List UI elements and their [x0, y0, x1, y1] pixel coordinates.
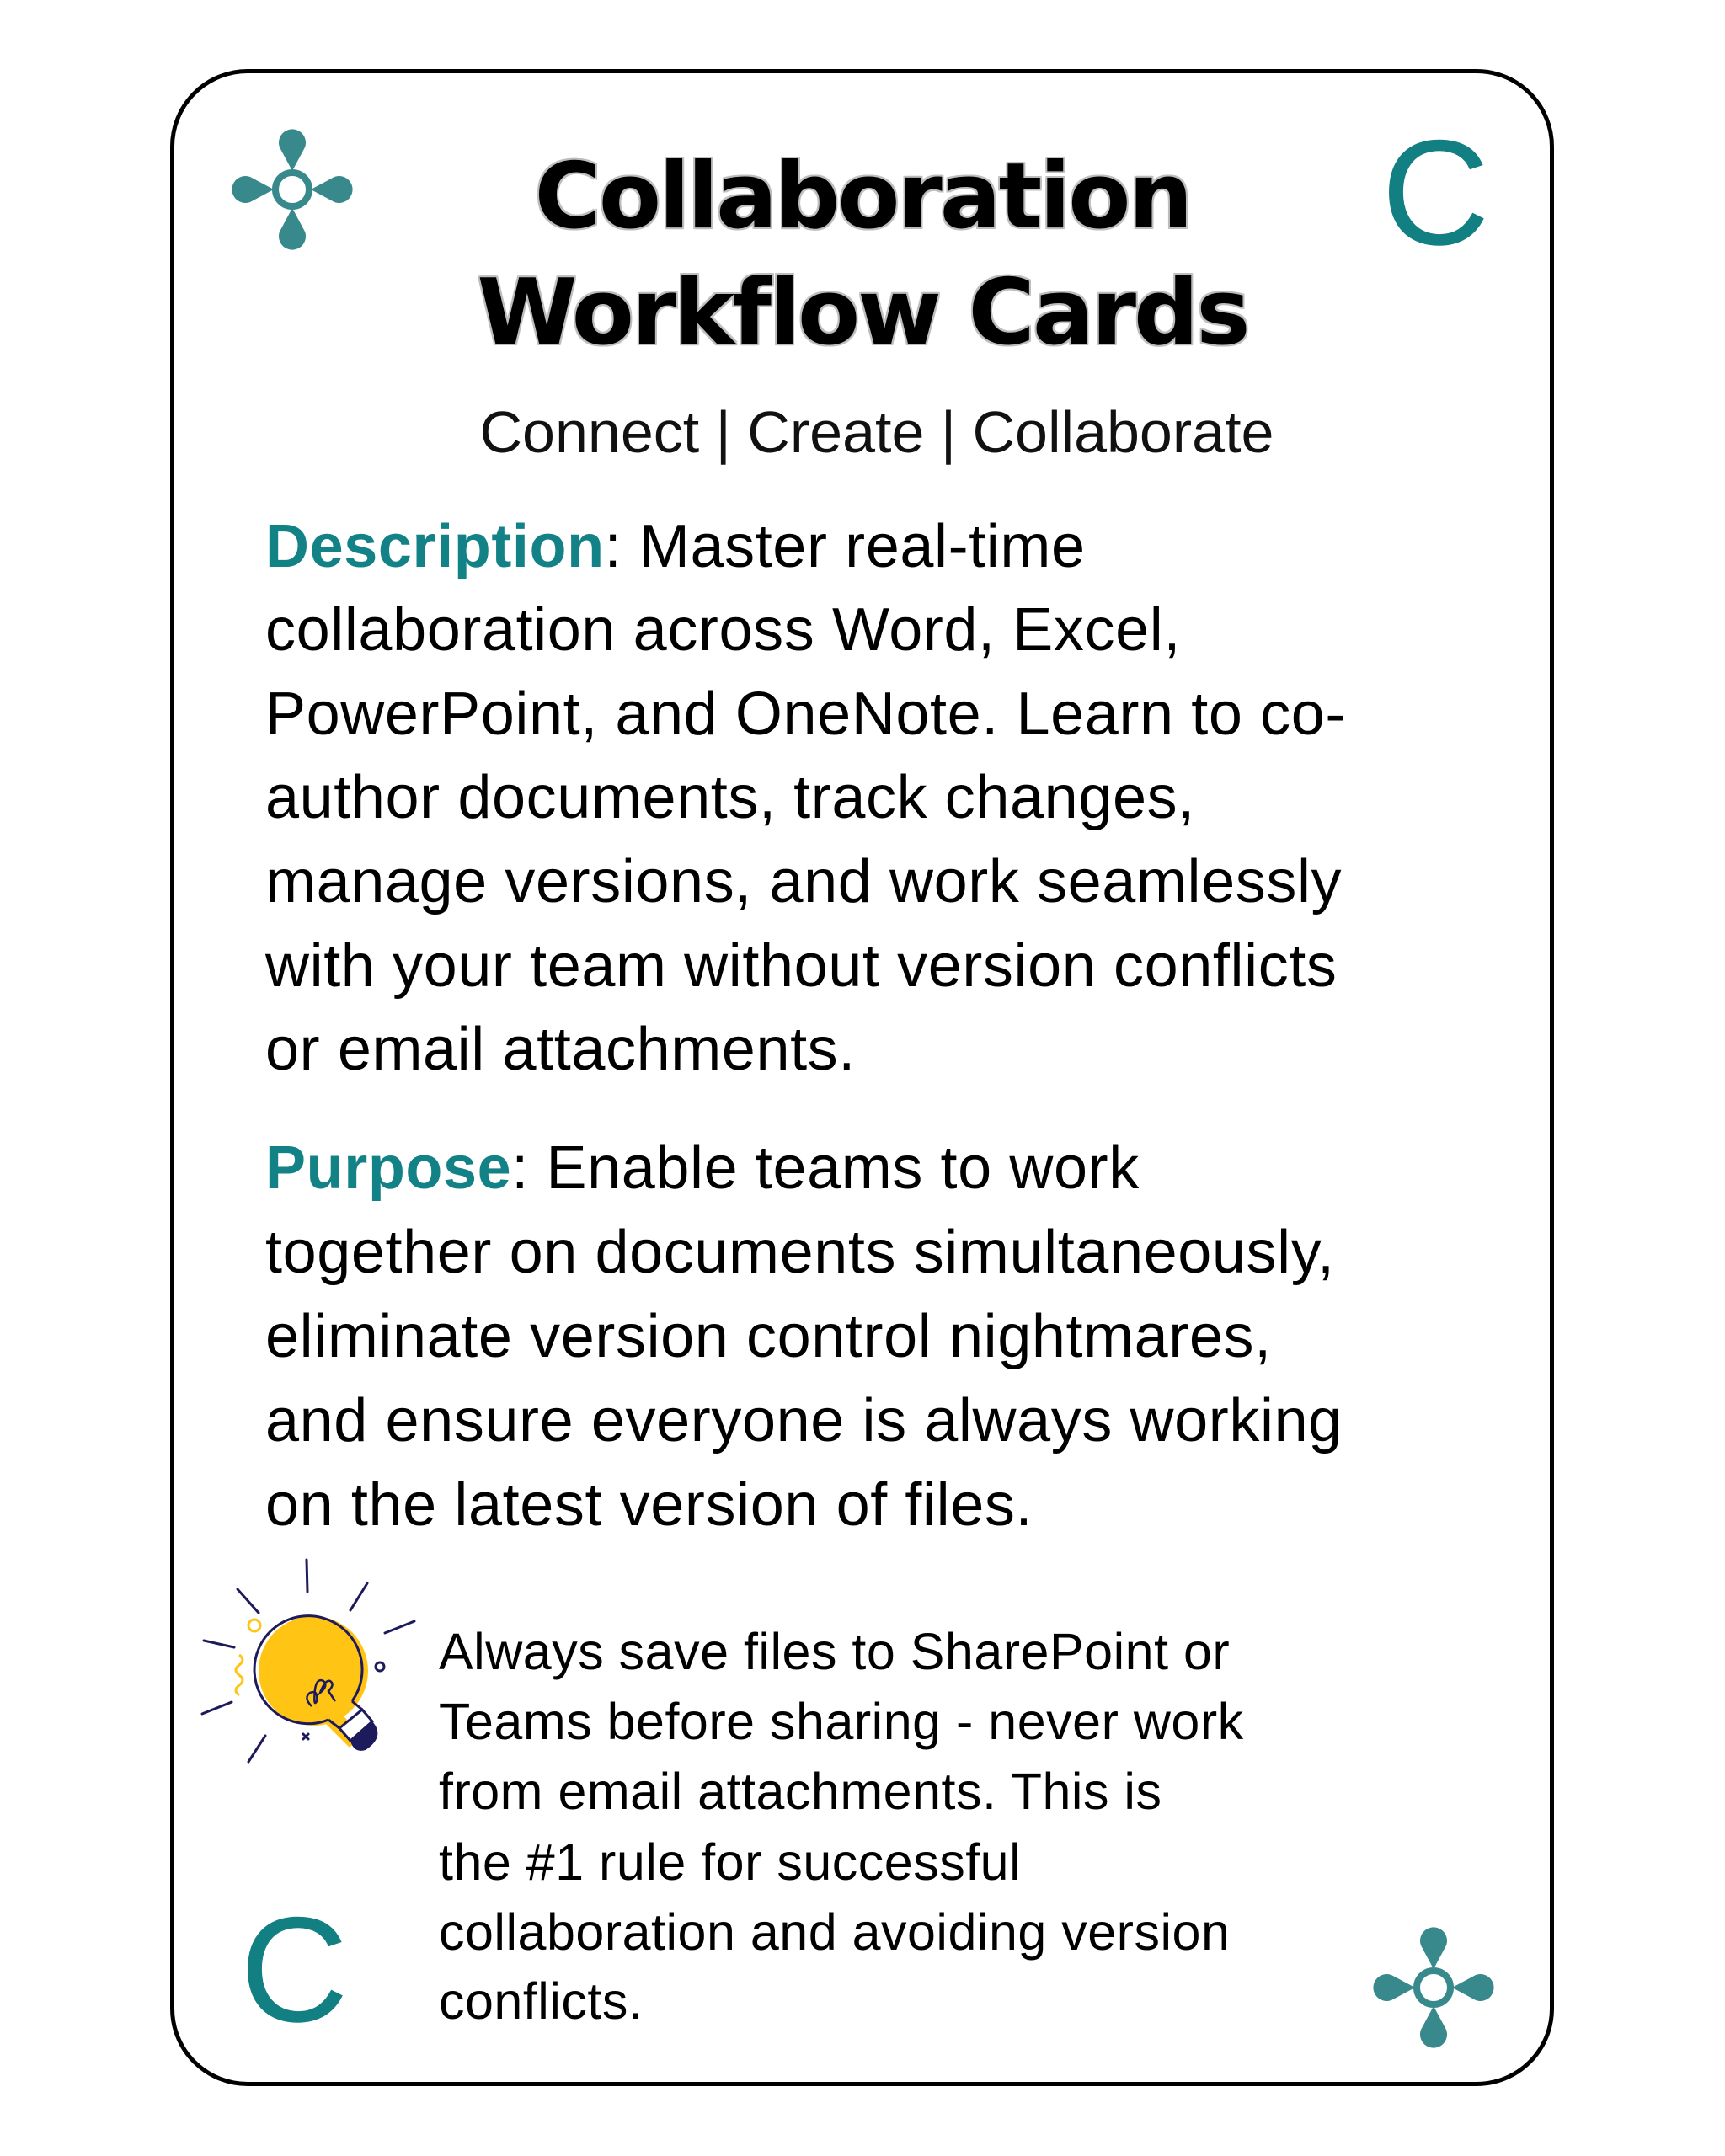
tip-line: Teams before sharing - never work — [439, 1693, 1244, 1750]
tip-line: conflicts. — [439, 1972, 644, 2030]
description-line: with your team without version conflicts — [265, 932, 1338, 1000]
description-line: PowerPoint, and OneNote. Learn to co- — [265, 680, 1346, 748]
corner-letter-bottom: C — [240, 1886, 349, 2053]
purpose-line: together on documents simultaneously, — [265, 1219, 1335, 1286]
tip-line: collaboration and avoiding version — [439, 1903, 1231, 1961]
description-line: manage versions, and work seamlessly — [265, 848, 1343, 915]
tip-line: the #1 rule for successful — [439, 1833, 1022, 1891]
description-text: : Master real-time — [604, 513, 1086, 580]
purpose-line: on the latest version of files. — [265, 1471, 1033, 1539]
purpose-text: : Enable teams to work — [511, 1134, 1140, 1202]
description-line — [265, 513, 1086, 580]
card-title-line-2: Workflow Cards — [477, 260, 1248, 366]
purpose-line: eliminate version control nightmares, — [265, 1303, 1272, 1370]
purpose-label: Purpose — [265, 1134, 512, 1202]
purpose-line: and ensure everyone is always working — [265, 1387, 1343, 1454]
card-subtitle: Connect | Create | Collaborate — [479, 399, 1274, 465]
description-line: collaboration across Word, Excel, — [265, 596, 1181, 664]
lightbulb-icon — [185, 1541, 438, 1777]
connection-node-icon — [1370, 1924, 1497, 2051]
description-line: author documents, track changes, — [265, 764, 1195, 831]
description-label: Description — [265, 513, 605, 580]
card-title-line-1: Collaboration — [534, 144, 1191, 249]
tip-line: Always save files to SharePoint or — [439, 1623, 1231, 1680]
tip-line: from email attachments. This is — [439, 1763, 1162, 1820]
corner-letter-top: C — [1381, 109, 1490, 276]
description-line: or email attachments. — [265, 1016, 856, 1083]
purpose-line — [265, 1134, 1140, 1202]
